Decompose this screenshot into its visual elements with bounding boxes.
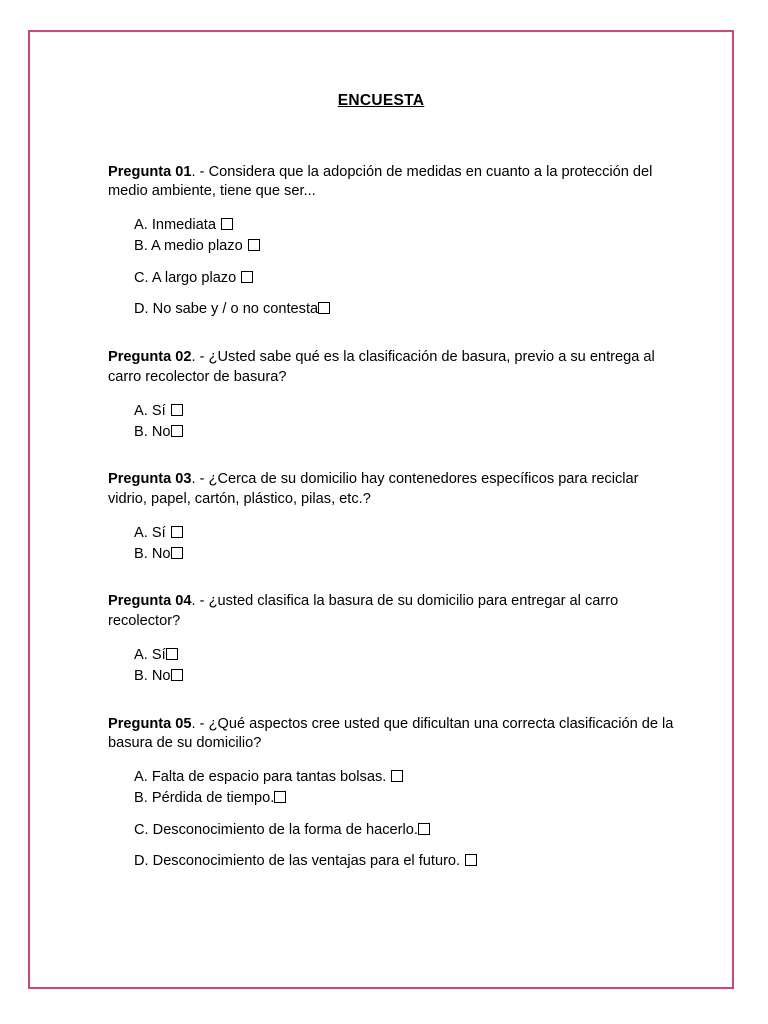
option-label: B. Pérdida de tiempo. — [134, 789, 275, 806]
option-row[interactable] — [134, 851, 676, 872]
option-row[interactable] — [134, 645, 676, 666]
question-text — [108, 592, 676, 632]
question-label: Pregunta 01 — [108, 163, 192, 180]
option-label: A. Falta de espacio para tantas bolsas. — [134, 769, 387, 786]
question-block — [108, 348, 676, 442]
question-prompt: ¿Usted sabe qué es la clasificación de basura, previo a su entrega al carro recolector de basura? — [108, 349, 655, 385]
option-label: A. Sí — [134, 402, 166, 419]
checkbox-icon[interactable] — [171, 526, 183, 538]
question-separator: . - — [191, 349, 209, 366]
checkbox-icon[interactable] — [391, 770, 403, 782]
question-block — [108, 163, 676, 321]
survey-body — [30, 163, 732, 873]
question-prompt: ¿usted clasifica la basura de su domicilio para entregar al carro recolector? — [108, 593, 619, 630]
question-block — [108, 592, 676, 686]
question-block — [108, 715, 676, 873]
option-label: B. No — [134, 667, 171, 684]
checkbox-icon[interactable] — [171, 425, 183, 437]
option-row[interactable] — [134, 767, 676, 788]
checkbox-icon[interactable] — [465, 854, 477, 866]
question-text — [108, 163, 676, 203]
question-text — [108, 348, 676, 388]
option-row[interactable] — [134, 820, 676, 841]
checkbox-icon[interactable] — [274, 791, 286, 803]
option-label: B. No — [134, 545, 171, 562]
question-label: Pregunta 04 — [108, 593, 192, 610]
option-label: C. A largo plazo — [134, 269, 237, 286]
checkbox-icon[interactable] — [221, 218, 233, 230]
question-label: Pregunta 03 — [108, 471, 192, 488]
option-label: A. Inmediata — [134, 217, 216, 234]
option-row[interactable] — [134, 215, 676, 236]
question-block — [108, 470, 676, 564]
option-list — [108, 401, 676, 442]
checkbox-icon[interactable] — [248, 239, 260, 251]
option-row[interactable] — [134, 544, 676, 565]
option-label: C. Desconocimiento de la forma de hacerlo. — [134, 821, 418, 838]
question-prompt: ¿Qué aspectos cree usted que dificultan una correcta clasificación de la basura de su domicilio? — [108, 715, 674, 752]
question-label: Pregunta 02 — [108, 349, 192, 366]
checkbox-icon[interactable] — [171, 547, 183, 559]
question-text — [108, 470, 676, 510]
question-prompt: ¿Cerca de su domicilio hay contenedores específicos para reciclar vidrio, papel, cartón, plástico, pilas, etc.? — [108, 471, 639, 508]
option-label: A. Sí — [134, 524, 166, 541]
checkbox-icon[interactable] — [166, 648, 178, 660]
option-label: D. No sabe y / o no contesta — [134, 301, 319, 318]
option-row[interactable] — [134, 236, 676, 257]
option-row[interactable] — [134, 788, 676, 809]
option-label: B. A medio plazo — [134, 238, 243, 254]
question-separator: . - — [191, 593, 209, 610]
option-list — [108, 215, 676, 320]
question-label: Pregunta 05 — [108, 715, 192, 732]
checkbox-icon[interactable] — [318, 302, 330, 314]
option-row[interactable] — [134, 666, 676, 687]
question-separator: . - — [191, 471, 209, 488]
checkbox-icon[interactable] — [171, 669, 183, 681]
question-prompt: Considera que la adopción de medidas en cuanto a la protección del medio ambiente, tiene que ser... — [108, 163, 653, 200]
option-row[interactable] — [134, 523, 676, 544]
checkbox-icon[interactable] — [171, 404, 183, 416]
option-label: B. No — [134, 423, 171, 440]
option-row[interactable] — [134, 422, 676, 443]
option-label: D. Desconocimiento de las ventajas para el futuro. — [134, 853, 461, 870]
checkbox-icon[interactable] — [418, 823, 430, 835]
checkbox-icon[interactable] — [241, 271, 253, 283]
option-list — [108, 523, 676, 564]
page-content-area — [30, 32, 732, 987]
question-separator: . - — [191, 163, 209, 180]
option-row[interactable] — [134, 268, 676, 289]
option-label: A. Sí — [134, 647, 166, 664]
document-page — [28, 30, 734, 989]
page-title: ENCUESTA — [337, 92, 425, 109]
option-list — [108, 767, 676, 872]
question-separator: . - — [191, 715, 209, 732]
option-list — [108, 645, 676, 686]
option-row[interactable] — [134, 299, 676, 320]
question-text — [108, 715, 676, 755]
option-row[interactable] — [134, 401, 676, 422]
